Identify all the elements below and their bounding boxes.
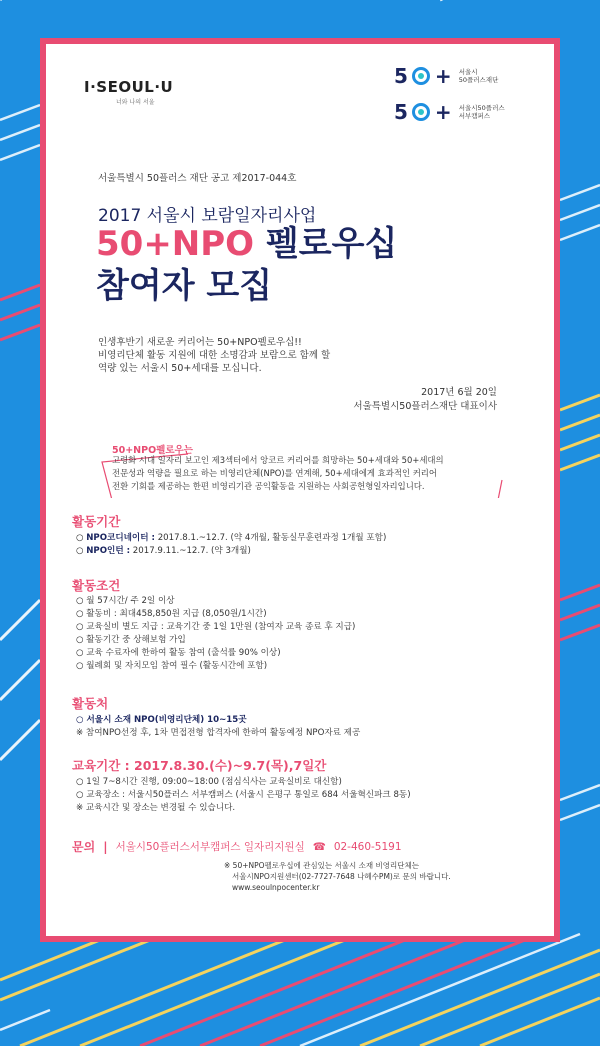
list-item: ○ NPO인턴 : 2017.9.11.~12.7. (약 3개월) (76, 546, 251, 556)
signer: 서울특별시50플러스재단 대표이사 (353, 401, 497, 412)
list-item: ※ 교육시간 및 장소는 변경될 수 있습니다. (76, 803, 236, 813)
intro-line: 인생후반기 새로운 커리어는 50+NPO펠로우십!! (98, 337, 302, 348)
period-title: 활동기간 (72, 514, 121, 529)
inquiry-row (72, 838, 402, 855)
foundation-logo: 5 + 서울시 50플러스재단 (394, 64, 499, 88)
fellowship-line: 전환 기회를 제공하는 한편 비영리기관 공익활동을 지원하는 사회공헌형일자리입니다. (112, 481, 425, 491)
campus-logo-label-1: 서울시50플러스 (458, 104, 505, 112)
list-item: ○ 교육장소 : 서울시50플러스 서부캠퍼스 (서울시 은평구 통일로 684 서울혁신파크 8동) (76, 790, 411, 800)
fellowship-line: 전문성과 역량을 필요로 하는 비영리단체(NPO)를 연계해, 50+세대에게 효과적인 커리어 (112, 468, 437, 478)
list-item: ○ 활동기간 중 상해보험 가입 (76, 635, 186, 645)
phone-icon: ☎ (312, 840, 326, 853)
seoul-tagline: 너와 나의 서울 (116, 99, 155, 106)
fellowship-line: 고령화 시대 일자리 보고인 제3섹터에서 앙코르 커리어를 희망하는 50+세대와 50+세대의 (112, 455, 444, 465)
inquiry-label: 문의 (72, 840, 96, 854)
education-dates: 2017.8.30.(수)~9.7(목),7일간 (129, 758, 327, 773)
education-list (76, 776, 411, 815)
notice-number: 서울특별시 50플러스 재단 공고 제2017-044호 (98, 173, 297, 184)
campus-logo-label-2: 서부캠퍼스 (458, 112, 491, 120)
conditions-list (76, 595, 355, 673)
list-item: ○ 서울시 소재 NPO(비영리단체) 10~15곳 (76, 715, 247, 725)
conditions-title: 활동조건 (72, 578, 121, 593)
period-list (76, 532, 386, 558)
list-item: ○ 교육실비 별도 지급 : 교육기간 중 1일 1만원 (참여자 교육 종료 후 지급) (76, 622, 356, 632)
title-navy: 펠로우십 (254, 224, 398, 264)
inquiry-notes (224, 860, 451, 893)
fellowship-heading: 50+NPO펠로우는 (112, 445, 193, 456)
list-item: ○ 교육 수료자에 한하여 활동 참여 (출석률 90% 이상) (76, 648, 281, 658)
inquiry-org: 서울시50플러스서부캠퍼스 일자리지원실 (115, 841, 305, 853)
foundation-logo-label-1: 서울시 (458, 68, 478, 76)
campus-logo: 5 + 서울시50플러스 서부캠퍼스 (394, 100, 505, 124)
date-block (353, 386, 497, 414)
list-item: ○ 월례회 및 자치모임 참여 필수 (활동시간에 포함) (76, 661, 268, 671)
ring-icon (412, 67, 430, 85)
period-label: NPO인턴 : (86, 546, 131, 556)
place-note: ※ 참여NPO선정 후, 1차 면접전형 합격자에 한하여 활동예정 NPO자료 제공 (76, 728, 361, 738)
period-label: NPO코디네이터 : (86, 533, 155, 543)
subtitle: 2017 서울시 보람일자리사업 (98, 206, 317, 226)
period-value: 2017.9.11.~12.7. (약 3개월) (130, 546, 251, 556)
fellowship-text (112, 454, 502, 493)
seoul-logo: I·SEOUL·U (84, 78, 174, 96)
page-title-line2: 참여자 모집 (96, 266, 273, 306)
poster-card (40, 38, 560, 942)
title-pink: 50+NPO (96, 224, 255, 264)
inquiry-phone: 02-460-5191 (333, 840, 402, 853)
list-item: ○ NPO코디네이터 : 2017.8.1.~12.7. (약 4개월, 활동실무훈련과정 1개월 포함) (76, 533, 387, 543)
list-item: ○ 1일 7~8시간 진행, 09:00~18:00 (점심식사는 교육실비로 대신함) (76, 777, 342, 787)
intro-line: 역량 있는 서울시 50+세대를 모십니다. (98, 363, 262, 374)
place-list (76, 714, 360, 740)
npo-center-link[interactable]: www.seoulnpocenter.kr (232, 883, 320, 892)
ring-icon (412, 103, 430, 121)
list-item: ○ 활동비 : 최대458,850원 지급 (8,050원/1시간) (76, 609, 267, 619)
education-label: 교육기간 : (72, 758, 130, 773)
inquiry-note: ※ 50+NPO펠로우십에 관심있는 서울시 소재 비영리단체는 (224, 861, 419, 870)
inquiry-note: 서울시NPO지원센터(02-7727-7648 나혜수PM)로 문의 바랍니다. (232, 872, 451, 881)
foundation-logo-label-2: 50플러스재단 (458, 76, 499, 84)
inquiry-divider: | (103, 839, 108, 854)
period-value: 2017.8.1.~12.7. (약 4개월, 활동실무훈련과정 1개월 포함) (154, 533, 387, 543)
page-title (96, 224, 397, 264)
list-item: ○ 월 57시간/ 주 2일 이상 (76, 596, 175, 606)
education-title (72, 756, 326, 774)
intro-text (98, 336, 330, 375)
place-title: 활동처 (72, 696, 109, 711)
announce-date: 2017년 6월 20일 (421, 387, 497, 398)
intro-line: 비영리단체 활동 지원에 대한 소명감과 보람으로 함께 할 (98, 350, 331, 361)
